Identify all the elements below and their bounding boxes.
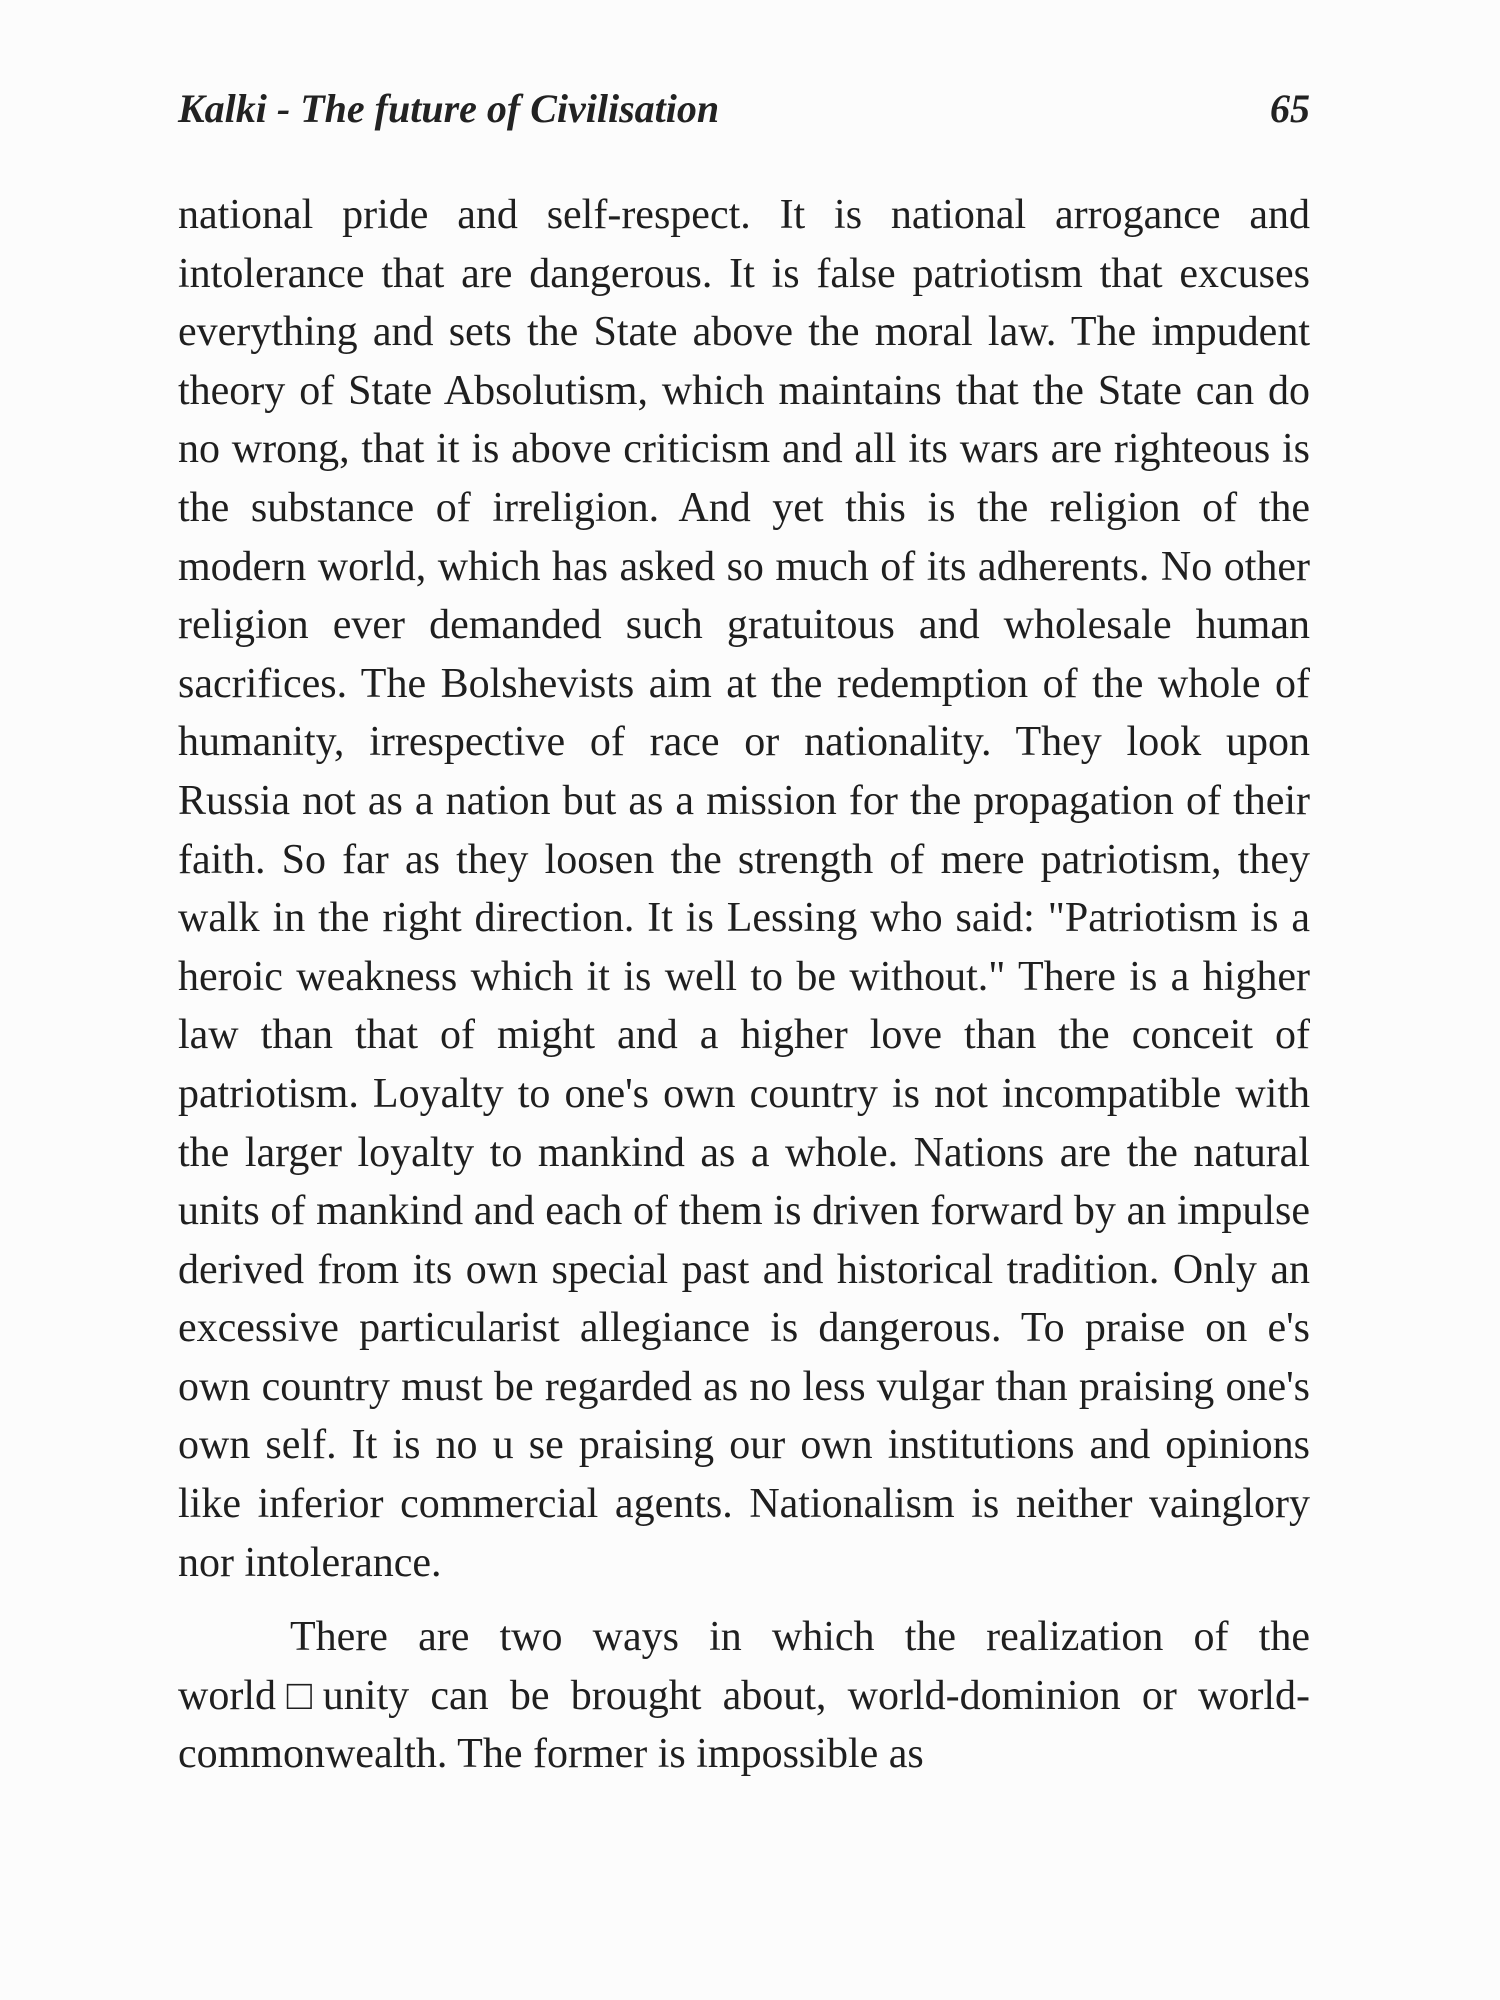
running-header (178, 62, 1310, 132)
paragraph: There are two ways in which the realization of the world□unity can be brought about, world-dominion or world-commonwealth. The former is impossible as (178, 1614, 1310, 1778)
page-number: 65 (1270, 86, 1310, 131)
paragraph: national pride and self-respect. It is national arrogance and intolerance that are dangerous. It is false patriotism that excuses everything and sets the State above the moral law. The impudent theory of State Absolutism, which maintains that the State can do no wrong, that it is above criticism and all its wars are righteous is the substance of irreligion. And yet this is the religion of the modern world, which has asked so much of its adherents. No other religion ever demanded such gratuitous and wholesale human sacrifices. The Bolshevists aim at the redemption of the whole of humanity, irrespective of race or nationality. They look upon Russia not as a nation but as a mission for the propagation of their faith. So far as they loosen the strength of mere patriotism, they walk in the right direction. It is Lessing who said: "Patriotism is a heroic weakness which it is well to be without." There is a higher law than that of might and a higher love than the conceit of patriotism. Loyalty to one's own country is not incompatible with the larger loyalty to mankind as a whole. Nations are the natural units of mankind and each of them is driven forward by an impulse derived from its own special past and historical tradition. Only an excessive particularist allegiance is dangerous. To praise on e's own country must be regarded as no less vulgar than praising one's own self. It is no u se praising our own institutions and opinions like inferior commercial agents. Nationalism is neither vainglory nor intolerance. (178, 192, 1310, 1586)
running-title: Kalki - The future of Civilisation (178, 86, 720, 131)
body-text (178, 186, 1310, 1784)
